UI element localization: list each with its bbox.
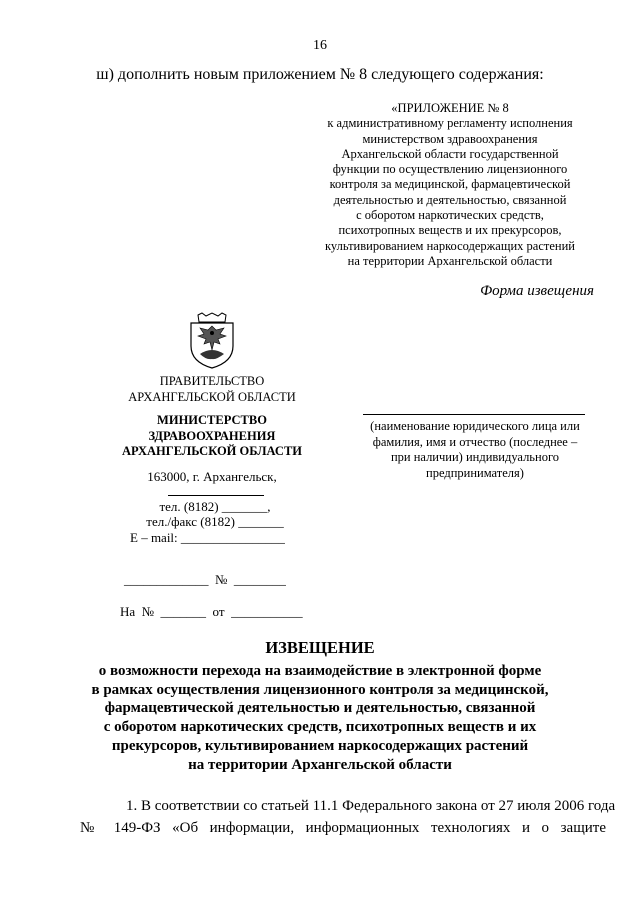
- ministry-line: АРХАНГЕЛЬСКОЙ ОБЛАСТИ: [122, 444, 302, 458]
- subtitle-line: фармацевтической деятельностью и деятельностью, связанной: [104, 700, 536, 717]
- recipient-caption-line: при наличии) индивидуального: [390, 450, 560, 464]
- appendix-line: на территории Архангельской области: [347, 253, 553, 268]
- outgoing-number-line: _____________ № ________: [124, 572, 286, 587]
- subtitle-line: прекурсоров, культивированием наркосодержащих растений: [111, 737, 529, 754]
- recipient-caption-line: предпринимателя): [426, 465, 524, 480]
- phone-line: тел. (8182) _______,: [159, 499, 271, 514]
- appendix-line: деятельностью и деятельностью, связанной: [333, 192, 567, 207]
- body-paragraph: [80, 795, 616, 839]
- recipient-caption: [355, 419, 595, 481]
- appendix-line: культивированием наркосодержащих растений: [325, 238, 575, 253]
- intro-line: ш) дополнить новым приложением № 8 следующего содержания:: [96, 66, 544, 83]
- subtitle-line: на территории Архангельской области: [188, 756, 452, 773]
- sender-address: 163000, г. Архангельск,: [147, 469, 277, 484]
- recipient-caption-line: (наименование юридического лица или: [370, 419, 580, 433]
- appendix-line: контроля за медицинской, фармацевтической: [329, 177, 571, 192]
- coat-of-arms-icon: [186, 312, 238, 370]
- subtitle-line: с оборотом наркотических средств, психотропных веществ и их: [103, 719, 537, 736]
- page-number: 16: [313, 38, 327, 53]
- address-blank-line: [168, 495, 264, 496]
- paragraph-line: 1. В соответствии со статьей 11.1 Федерального закона от 27 июля 2006 года: [126, 798, 616, 814]
- appendix-line: с оборотом наркотических средств,: [356, 208, 544, 223]
- appendix-line: функции по осуществлению лицензионного: [332, 162, 568, 177]
- ministry-line: МИНИСТЕРСТВО: [157, 413, 267, 427]
- appendix-header: [300, 101, 600, 269]
- appendix-line: Архангельской области государственной: [341, 146, 559, 161]
- recipient-blank-line: [363, 414, 585, 415]
- appendix-line: «ПРИЛОЖЕНИЕ № 8: [391, 101, 509, 115]
- ministry-name: [120, 413, 304, 460]
- government-name: [120, 374, 304, 405]
- appendix-line: министерством здравоохранения: [362, 131, 538, 146]
- subtitle-line: в рамках осуществления лицензионного контроля за медицинской,: [91, 681, 549, 698]
- notice-title: ИЗВЕЩЕНИЕ: [265, 638, 375, 657]
- reply-to-line: На № _______ от ___________: [120, 604, 303, 619]
- paragraph-line: № 149-ФЗ «Об информации, информационных технологиях и о защите: [80, 820, 606, 836]
- sender-phones: [120, 500, 310, 529]
- fax-line: тел./факс (8182) _______: [146, 513, 284, 529]
- government-line: АРХАНГЕЛЬСКОЙ ОБЛАСТИ: [128, 389, 296, 404]
- form-label: Форма извещения: [480, 283, 594, 299]
- appendix-line: психотропных веществ и их прекурсоров,: [338, 223, 562, 238]
- email-line: E – mail: ________________: [130, 530, 285, 545]
- notice-subtitle: [0, 662, 640, 774]
- subtitle-line: о возможности перехода на взаимодействие в электронной форме: [98, 663, 542, 679]
- government-line: ПРАВИТЕЛЬСТВО: [159, 374, 265, 388]
- recipient-caption-line: фамилия, имя и отчество (последнее –: [372, 434, 578, 449]
- ministry-line: ЗДРАВООХРАНЕНИЯ: [148, 428, 276, 443]
- appendix-line: к административному регламенту исполнения: [327, 116, 573, 131]
